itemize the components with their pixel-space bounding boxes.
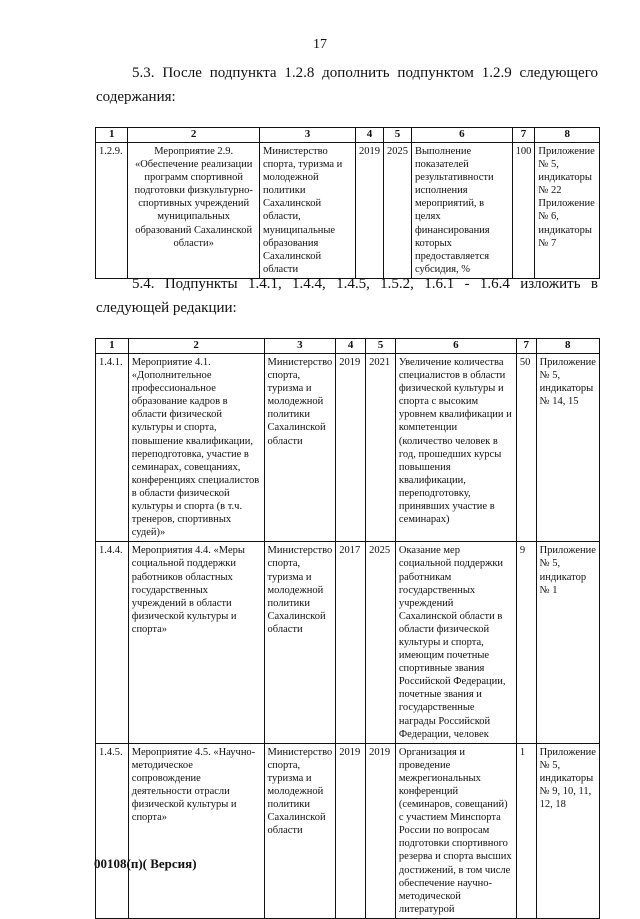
cell-value: 1 — [516, 743, 536, 918]
cell-event: Мероприятие 4.5. «Научно-методическое сопровождение деятельности отрасли физической культуры и спорта» — [128, 743, 264, 918]
cell-appendix: Приложение № 5, индикатор № 1 — [536, 542, 599, 743]
header-cell: 5 — [383, 128, 411, 143]
header-cell: 2 — [128, 339, 264, 354]
table-header-row — [96, 339, 600, 354]
header-cell: 3 — [259, 128, 355, 143]
section-5-3-line1: 5.3. После подпункта 1.2.8 дополнить подпунктом 1.2.9 следующего — [132, 65, 598, 81]
cell-result: Оказание мер социальной поддержки работникам государственных учреждений Сахалинской области в области физической культуры и спорта, имеющим почетные спортивные звания Российской Федерации, почетные звания и государственные награды Российской Федерации, человек — [395, 542, 516, 743]
cell-end-year: 2019 — [366, 743, 396, 918]
cell-start-year: 2019 — [336, 354, 366, 542]
cell-number: 1.4.5. — [96, 743, 129, 918]
header-cell: 4 — [355, 128, 383, 143]
section-5-3 — [96, 61, 598, 109]
cell-number: 1.4.4. — [96, 542, 129, 743]
header-cell: 5 — [366, 339, 396, 354]
header-cell: 3 — [264, 339, 336, 354]
section-5-3-line2: содержания: — [96, 89, 176, 105]
cell-executor: Министерство спорта, туризма и молодежной политики Сахалинской области — [264, 743, 336, 918]
header-cell: 6 — [411, 128, 512, 143]
cell-end-year: 2025 — [366, 542, 396, 743]
header-cell: 2 — [128, 128, 260, 143]
header-cell: 7 — [516, 339, 536, 354]
cell-end-year: 2021 — [366, 354, 396, 542]
section-5-4-line1: 5.4. Подпункты 1.4.1, 1.4.4, 1.4.5, 1.5.2, 1.6.1 - 1.6.4 изложить в — [132, 276, 598, 292]
cell-start-year: 2017 — [336, 542, 366, 743]
table-measures-2 — [95, 338, 600, 919]
document-footer: 00108(п)( Версия) — [94, 856, 197, 871]
cell-appendix: Приложение № 5, индикаторы № 14, 15 — [536, 354, 599, 542]
cell-value: 9 — [516, 542, 536, 743]
page-number: 17 — [313, 37, 327, 52]
cell-result: Организация и проведение межрегиональных конференций (семинаров, совещаний) с участием Минспорта России по вопросам подготовки спортивного резерва и спорта высших достижений, в том числе обеспечение научно-методической литературой — [395, 743, 516, 918]
cell-executor: Министерство спорта, туризма и молодежной политики Сахалинской области — [264, 354, 336, 542]
header-cell: 6 — [395, 339, 516, 354]
cell-result: Выполнение показателей результативности исполнения мероприятий, в целях финансирования которых предоставляется субсидия, % — [411, 143, 512, 279]
cell-value: 50 — [516, 354, 536, 542]
header-cell: 8 — [535, 128, 600, 143]
cell-executor: Министерство спорта, туризма и молодежной политики Сахалинской области — [264, 542, 336, 743]
header-cell: 7 — [512, 128, 535, 143]
header-cell: 4 — [336, 339, 366, 354]
table-header-row — [96, 128, 600, 143]
cell-start-year: 2019 — [355, 143, 383, 279]
cell-number: 1.2.9. — [96, 143, 128, 279]
cell-executor: Министерство спорта, туризма и молодежной политики Сахалинской области, муниципальные образования Сахалинской области — [259, 143, 355, 279]
header-cell: 8 — [536, 339, 599, 354]
table-row — [96, 354, 600, 542]
cell-appendix: Приложение № 5, индикаторы № 9, 10, 11, 12, 18 — [536, 743, 599, 918]
table-row — [96, 143, 600, 279]
cell-value: 100 — [512, 143, 535, 279]
cell-event: Мероприятие 4.1. «Дополнительное профессиональное образование кадров в области физической культуры и спорта, повышение квалификации, переподготовка, участие в семинарах, совещаниях, конференциях специалистов в области физической культуры и спорта (в т.ч. тренеров, спортивных судей)» — [128, 354, 264, 542]
cell-number: 1.4.1. — [96, 354, 129, 542]
cell-start-year: 2019 — [336, 743, 366, 918]
cell-end-year: 2025 — [383, 143, 411, 279]
cell-event: Мероприятие 2.9. «Обеспечение реализации программ спортивной подготовки физкультурно-спортивных учреждений муниципальных образований Сахалинской области» — [128, 143, 260, 279]
cell-event: Мероприятия 4.4. «Меры социальной поддержки работников областных государственных учреждений в области физической культуры и спорта» — [128, 542, 264, 743]
section-5-4 — [96, 272, 598, 320]
header-cell: 1 — [96, 128, 128, 143]
cell-result: Увеличение количества специалистов в области физической культуры и спорта с высоким уровнем квалификации и компетенции (количество человек в год, прошедших курсы повышения квалификации, переподготовку, принявших участие в семинарах) — [395, 354, 516, 542]
table-row — [96, 743, 600, 918]
table-measures-1 — [95, 127, 600, 279]
header-cell: 1 — [96, 339, 129, 354]
section-5-4-line2: следующей редакции: — [96, 300, 237, 316]
cell-appendix: Приложение № 5, индикаторы № 22 Приложение № 6, индикаторы № 7 — [535, 143, 600, 279]
table-row — [96, 542, 600, 743]
